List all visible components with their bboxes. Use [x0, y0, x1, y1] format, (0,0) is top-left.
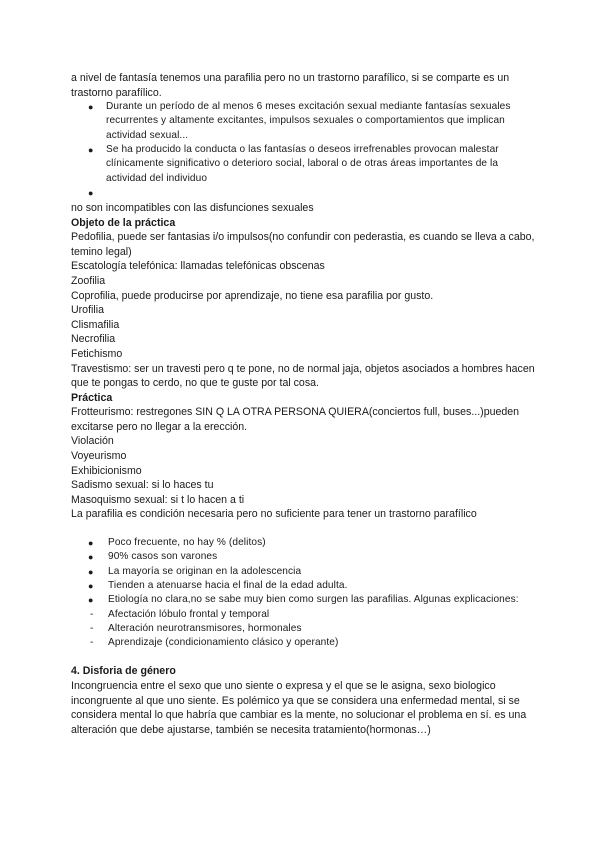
- criteria-text: Se ha producido la conducta o las fantasías o deseos irrefrenables provocan malestar clínicamente significativo o deterioro social, laboral o de otras áreas importantes de la actividad del individuo: [106, 144, 499, 184]
- objeto-item: Necrofilia: [71, 333, 116, 346]
- bullet-icon: ●: [88, 595, 94, 606]
- objeto-heading: Objeto de la práctica: [71, 216, 176, 229]
- feature-item: [71, 536, 541, 550]
- features-list: [71, 536, 541, 650]
- criteria-item: [71, 100, 541, 143]
- bullet-icon: ●: [88, 538, 94, 549]
- practica-item: Violación: [71, 435, 114, 448]
- feature-item: [71, 550, 541, 564]
- practica-item: Exhibicionismo: [71, 464, 142, 477]
- explanation-item: [71, 636, 541, 650]
- objeto-item: Urofilia: [71, 304, 104, 317]
- feature-text: Tienden a atenuarse hacia el final de la edad adulta.: [108, 579, 348, 591]
- intro-paragraph: a nivel de fantasía tenemos una parafilia pero no un trastorno parafílico, si se comparte es un trastorno parafílico.: [71, 72, 510, 99]
- dash-icon: -: [90, 608, 94, 620]
- dash-icon: -: [90, 637, 94, 649]
- dash-icon: -: [90, 622, 94, 634]
- explanation-item: [71, 608, 541, 622]
- feature-text: Poco frecuente, no hay % (delitos): [108, 537, 266, 549]
- bullet-icon: ●: [88, 552, 94, 563]
- criteria-item-empty: [71, 186, 541, 201]
- criteria-item: [71, 143, 541, 186]
- practica-item: Frotteurismo: restregones SIN Q LA OTRA PERSONA QUIERA(conciertos full, buses...)pueden excitarse pero no llegar a la erección.: [71, 406, 520, 433]
- objeto-item: Clismafilia: [71, 318, 120, 331]
- objeto-item: Fetichismo: [71, 347, 123, 360]
- practica-heading: Práctica: [71, 391, 113, 404]
- feature-text: Etiología no clara,no se sabe muy bien como surgen las parafilias. Algunas explicaciones:: [108, 594, 519, 606]
- explanation-item: [71, 622, 541, 636]
- bullet-icon: ●: [88, 566, 94, 577]
- section4-heading: 4. Disforia de género: [71, 665, 176, 678]
- spacer: [71, 522, 541, 536]
- objeto-item: Travestismo: ser un travesti pero q te pone, no de normal jaja, objetos asociados a hombres hacen que te pongas to cerdo, no que te guste por tal cosa.: [71, 362, 535, 390]
- practica-item: La parafilia es condición necesaria pero no suficiente para tener un trastorno parafílico: [71, 508, 477, 521]
- bullet-icon: ●: [88, 102, 94, 113]
- document-page: [71, 71, 541, 737]
- criteria-list: [71, 100, 541, 201]
- objeto-item: Coprofilia, puede producirse por aprendizaje, no tiene esa parafilia por gusto.: [71, 289, 434, 302]
- objeto-item: Zoofilia: [71, 274, 106, 287]
- criteria-text: Durante un período de al menos 6 meses excitación sexual mediante fantasías sexuales recurrentes y altamente excitantes, impulsos sexuales o comportamientos que implican actividad sexual...: [106, 101, 511, 141]
- feature-item: [71, 565, 541, 579]
- objeto-item: Escatología telefónica: llamadas telefónicas obscenas: [71, 260, 325, 273]
- explanation-text: Aprendizaje (condicionamiento clásico y operante): [108, 637, 339, 649]
- practica-item: Masoquismo sexual: si t lo hacen a ti: [71, 493, 245, 506]
- feature-text: La mayoría se originan en la adolescencia: [108, 565, 302, 577]
- explanation-text: Alteración neurotransmisores, hormonales: [108, 622, 302, 634]
- practica-item: Voyeurismo: [71, 450, 127, 463]
- explanation-text: Afectación lóbulo frontal y temporal: [108, 608, 270, 620]
- practica-item: Sadismo sexual: si lo haces tu: [71, 479, 214, 492]
- objeto-item: Pedofilia, puede ser fantasias i/o impulsos(no confundir con pederastia, es cuando se lleva a cabo, temino legal): [71, 231, 535, 258]
- feature-item: [71, 579, 541, 593]
- feature-text: 90% casos son varones: [108, 551, 218, 563]
- bullet-icon: ●: [88, 145, 94, 156]
- feature-item: [71, 593, 541, 607]
- spacer: [71, 650, 541, 664]
- bullet-icon: ●: [88, 580, 94, 591]
- bullet-icon: ●: [88, 187, 94, 198]
- no-incompatibles-line: no son incompatibles con las disfunciones sexuales: [71, 201, 314, 214]
- section4-paragraph: Incongruencia entre el sexo que uno siente o expresa y el que se le asigna, sexo biologico incongruente al que uno siente. Es polémico ya que se considera una enfermedad mental, si se considera mental lo que habría que cambiar es la mente, no solucionar el problema en sí. es una alteración que debe ajustarse, también se necesita tratamiento(hormonas…): [71, 680, 527, 736]
